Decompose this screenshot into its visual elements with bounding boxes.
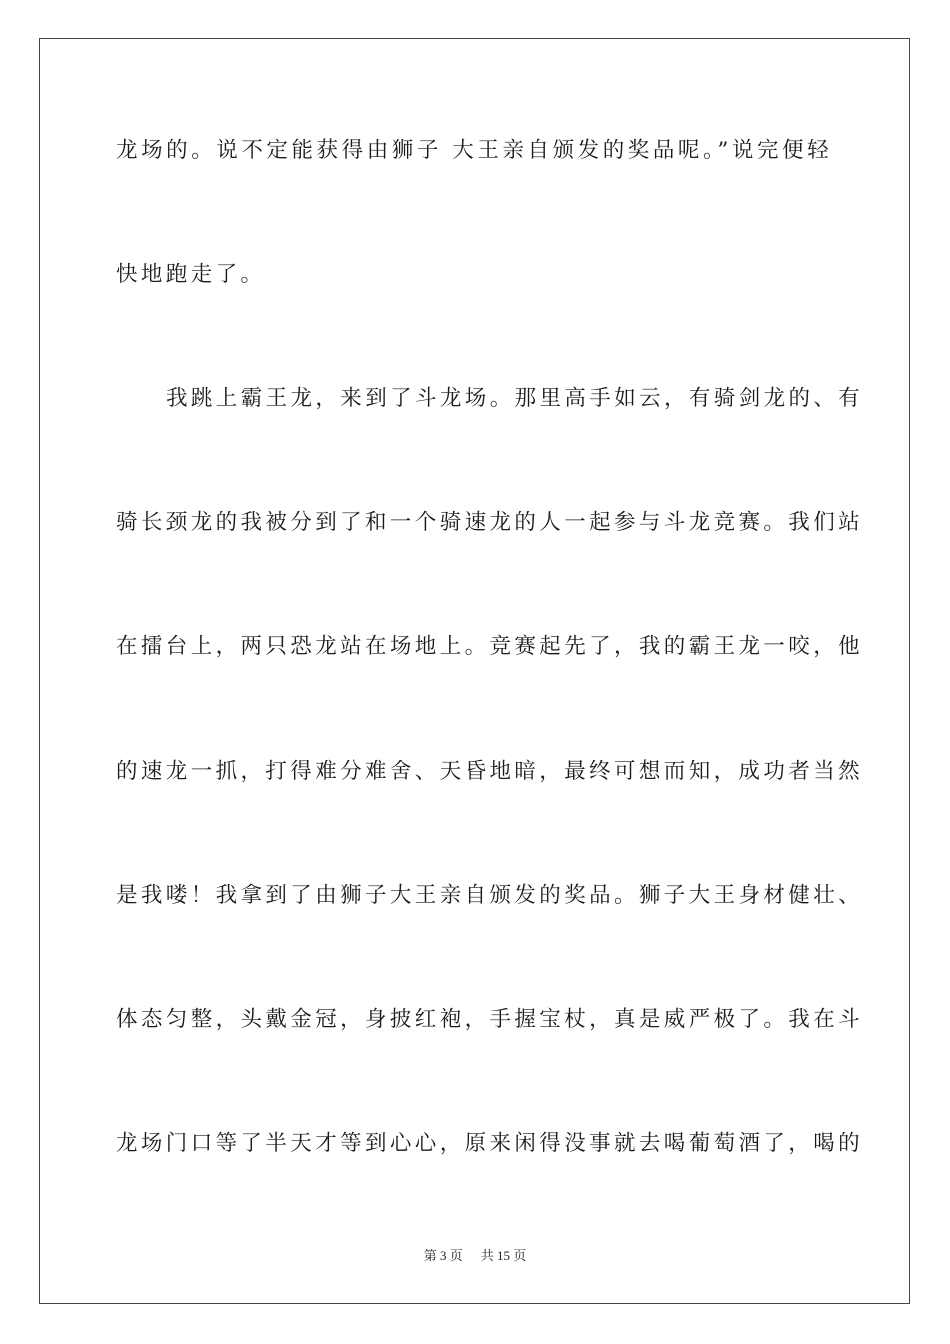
page-footer [0, 1248, 950, 1264]
text-line: 体态匀整，头戴金冠，身披红袍，手握宝杖，真是威严极了。我在斗 [116, 1007, 864, 1032]
text-line: 骑长颈龙的我被分到了和一个骑速龙的人一起参与斗龙竞赛。我们站 [116, 510, 864, 535]
text-line: 是我喽！我拿到了由狮子大王亲自颁发的奖品。狮子大王身材健壮、 [116, 883, 864, 908]
text-line: 龙场门口等了半天才等到心心，原来闲得没事就去喝葡萄酒了，喝的 [116, 1131, 864, 1156]
text-line: 龙场的。说不定能获得由狮子 大王亲自颁发的奖品呢。”说完便轻 [116, 138, 832, 163]
text-line: 在擂台上，两只恐龙站在场地上。竞赛起先了，我的霸王龙一咬，他 [116, 634, 864, 659]
text-line: 的速龙一抓，打得难分难舍、天昏地暗，最终可想而知，成功者当然 [116, 759, 864, 784]
text-line: 快地跑走了。 [116, 262, 266, 287]
page-border [39, 38, 910, 1304]
page-number: 第 3 页 [423, 1248, 463, 1263]
paragraph-first-line: 我跳上霸王龙，来到了斗龙场。那里高手如云，有骑剑龙的、有 [166, 386, 864, 411]
page-total: 共 15 页 [480, 1248, 527, 1263]
